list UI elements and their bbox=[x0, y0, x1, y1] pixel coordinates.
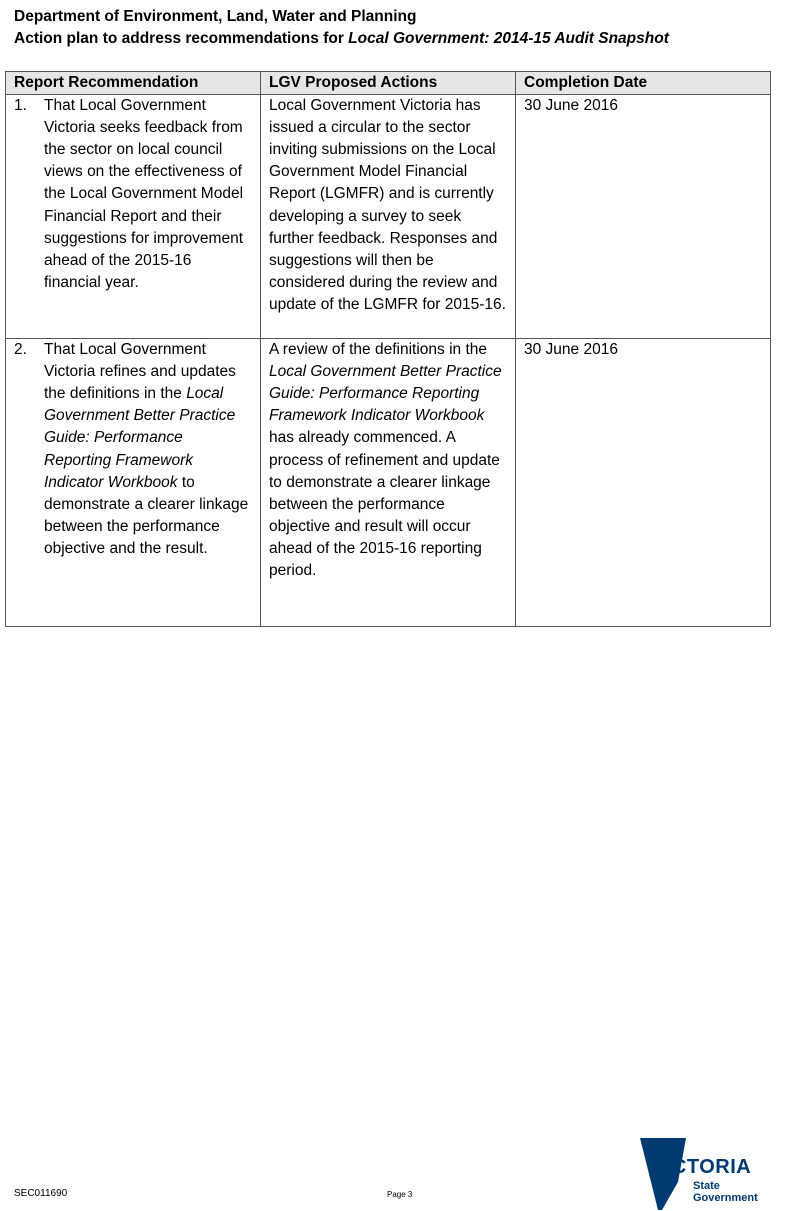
table-header-row bbox=[6, 72, 771, 95]
page-number: Page 3 bbox=[387, 1190, 413, 1199]
recommendation-text-start: That Local Government Victoria refines and updates the definitions in the bbox=[44, 341, 236, 403]
recommendation-cell bbox=[6, 339, 261, 627]
action-text-start: A review of the definitions in the bbox=[269, 341, 487, 359]
action-plan-title bbox=[14, 28, 669, 50]
proposed-action-cell: Local Government Victoria has issued a circular to the sector inviting submissions on the Local Government Model Financial Report (LGMFR) and is currently developing a survey to seek further feedback. Responses and suggestions will then be considered during the review and update of the LGMFR for 2015-16. bbox=[261, 95, 516, 339]
document-header bbox=[14, 6, 669, 50]
completion-date-cell: 30 June 2016 bbox=[516, 95, 771, 339]
table-row bbox=[6, 339, 771, 627]
action-plan-table bbox=[5, 71, 771, 627]
table-row bbox=[6, 95, 771, 339]
proposed-action-cell bbox=[261, 339, 516, 627]
action-text-end: has already commenced. A process of refinement and update to demonstrate a clearer linkage between the performance objective and result will occur ahead of the 2015-16 reporting period. bbox=[269, 429, 500, 580]
workbook-title: Local Government Better Practice Guide: Performance Reporting Framework Indicator Workbook bbox=[269, 363, 502, 425]
recommendation-cell bbox=[6, 95, 261, 339]
action-plan-title-prefix: Action plan to address recommendations for bbox=[14, 30, 349, 47]
recommendation-number: 2. bbox=[14, 341, 27, 359]
recommendation-number: 1. bbox=[14, 97, 27, 115]
document-code: SEC011690 bbox=[14, 1188, 68, 1199]
logo-subtitle bbox=[693, 1180, 758, 1204]
logo-subtitle-line1: State bbox=[693, 1180, 720, 1192]
workbook-title: Local Government Better Practice Guide: Performance Reporting Framework Indicator Workbook bbox=[44, 385, 236, 491]
victoria-state-government-logo bbox=[638, 1136, 768, 1210]
logo-wordmark: VICTORIA bbox=[652, 1156, 752, 1178]
column-header-recommendation: Report Recommendation bbox=[6, 72, 261, 95]
logo-subtitle-line2: Government bbox=[693, 1192, 758, 1204]
audit-snapshot-title: Local Government: 2014-15 Audit Snapshot bbox=[348, 30, 669, 47]
column-header-actions: LGV Proposed Actions bbox=[261, 72, 516, 95]
department-title: Department of Environment, Land, Water and Planning bbox=[14, 8, 417, 25]
column-header-completion-date: Completion Date bbox=[516, 72, 771, 95]
recommendation-text bbox=[44, 339, 252, 560]
completion-date-cell: 30 June 2016 bbox=[516, 339, 771, 627]
recommendation-text: That Local Government Victoria seeks feedback from the sector on local council views on the effectiveness of the Local Government Model Financial Report and their suggestions for improvement ahead of the 2015-16 financial year. bbox=[44, 97, 244, 291]
recommendation-text-end: to demonstrate a clearer linkage between the performance objective and the result. bbox=[44, 473, 249, 557]
